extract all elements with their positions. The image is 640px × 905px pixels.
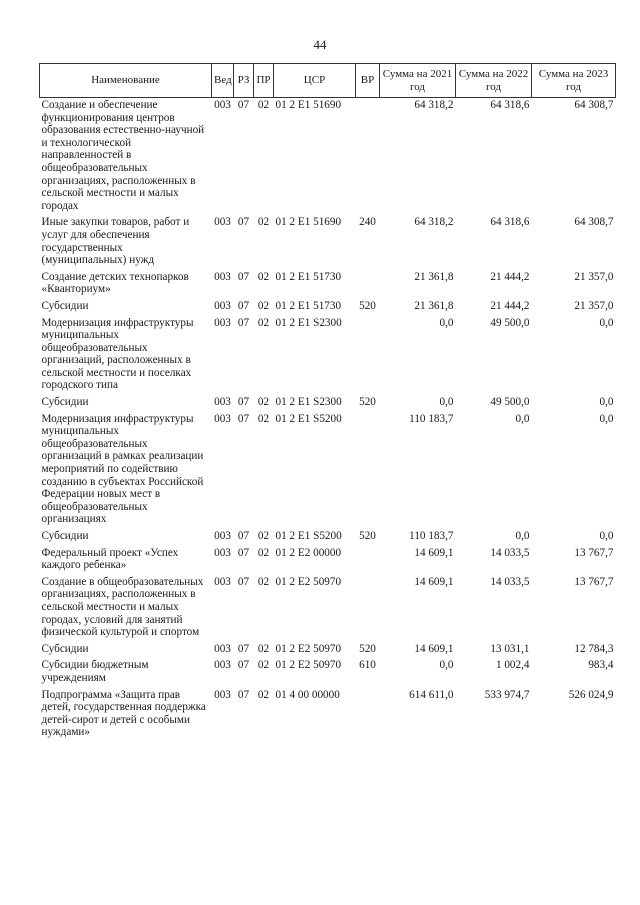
cell-sum-2021: 64 318,2 — [414, 216, 454, 229]
cell-sum-2021: 21 361,8 — [414, 270, 454, 283]
cell-sum-2023: 526 024,9 — [568, 688, 614, 701]
cell-sum-2023: 12 784,3 — [574, 642, 614, 655]
cell-name: Модернизация инфраструктуры муниципальных общеобразовательных организаций, расположенных в сельской местности и поселках городского типа — [41, 316, 194, 392]
cell-csr: 01 4 00 00000 — [275, 688, 340, 701]
cell-vr: 240 — [359, 216, 376, 229]
cell-rz: 07 — [237, 530, 250, 542]
cell-ved: 003 — [214, 659, 231, 672]
cell-sum-2023: 0,0 — [599, 412, 614, 425]
cell-csr: 01 2 E1 S2300 — [275, 396, 342, 409]
cell-name: Субсидии бюджетным учреждениям — [41, 659, 149, 684]
header-ved: Вед — [212, 64, 234, 98]
table-row — [40, 642, 616, 659]
cell-rz: 07 — [237, 575, 250, 588]
table-row — [40, 215, 616, 269]
cell-ved: 003 — [214, 99, 231, 111]
cell-sum-2022: 0,0 — [515, 412, 530, 425]
cell-sum-2021: 21 361,8 — [414, 299, 454, 312]
cell-name: Создание и обеспечение функционирования центров образования естественно-научной и технологической направленностей в общеобразовательных организациях, расположенных в сельской местности и малых городах — [41, 99, 205, 212]
cell-pr: 02 — [257, 688, 270, 701]
cell-sum-2021: 0,0 — [439, 316, 454, 329]
cell-csr: 01 2 E1 51730 — [275, 270, 342, 283]
cell-vr — [356, 270, 380, 299]
cell-ved: 003 — [214, 546, 231, 559]
cell-sum-2022: 0,0 — [515, 530, 530, 542]
cell-pr: 02 — [257, 316, 270, 329]
cell-csr: 01 2 E1 51690 — [275, 99, 342, 111]
cell-ved: 003 — [214, 530, 231, 542]
cell-vr — [356, 688, 380, 742]
cell-pr: 02 — [257, 216, 270, 229]
cell-vr — [356, 546, 380, 575]
table-header-row — [40, 64, 616, 98]
header-sum-2022: Сумма на 2022 год — [456, 64, 532, 98]
header-csr: ЦСР — [274, 64, 356, 98]
cell-sum-2022: 49 500,0 — [490, 396, 530, 409]
table-row — [40, 529, 616, 546]
cell-name: Субсидии — [41, 642, 89, 655]
cell-ved: 003 — [214, 642, 231, 655]
cell-sum-2021: 0,0 — [439, 396, 454, 409]
cell-sum-2022: 64 318,6 — [490, 216, 530, 229]
cell-csr: 01 2 E2 50970 — [275, 642, 342, 655]
cell-sum-2021: 14 609,1 — [414, 642, 454, 655]
cell-rz: 07 — [237, 396, 250, 409]
cell-ved: 003 — [214, 396, 231, 409]
cell-ved: 003 — [214, 270, 231, 283]
cell-csr: 01 2 E1 S2300 — [275, 316, 342, 329]
cell-sum-2022: 13 031,1 — [490, 642, 530, 655]
cell-rz: 07 — [237, 216, 250, 229]
cell-ved: 003 — [214, 299, 231, 312]
cell-sum-2022: 21 444,2 — [490, 270, 530, 283]
cell-csr: 01 2 E1 51690 — [275, 216, 342, 229]
cell-sum-2023: 0,0 — [599, 396, 614, 409]
cell-sum-2021: 14 609,1 — [414, 546, 454, 559]
cell-sum-2023: 0,0 — [599, 530, 614, 542]
cell-vr: 520 — [359, 642, 376, 655]
budget-table — [39, 63, 616, 742]
table-row — [40, 658, 616, 687]
cell-sum-2023: 13 767,7 — [574, 546, 614, 559]
cell-name: Субсидии — [41, 299, 89, 312]
cell-vr — [356, 412, 380, 529]
cell-pr: 02 — [257, 659, 270, 672]
table-body — [40, 98, 616, 742]
table-row — [40, 316, 616, 396]
cell-name: Иные закупки товаров, работ и услуг для обеспечения государственных (муниципальных) нужд — [41, 216, 190, 267]
header-sum-2021: Сумма на 2021 год — [380, 64, 456, 98]
cell-ved: 003 — [214, 216, 231, 229]
cell-pr: 02 — [257, 546, 270, 559]
cell-sum-2023: 21 357,0 — [574, 270, 614, 283]
cell-sum-2023: 21 357,0 — [574, 299, 614, 312]
cell-sum-2021: 64 318,2 — [414, 99, 454, 111]
cell-rz: 07 — [237, 99, 250, 111]
header-name: Наименование — [40, 64, 212, 98]
cell-csr: 01 2 E2 50970 — [275, 575, 342, 588]
cell-sum-2023: 0,0 — [599, 316, 614, 329]
table-row — [40, 299, 616, 316]
header-sum-2023: Сумма на 2023 год — [532, 64, 616, 98]
table-row — [40, 395, 616, 412]
cell-sum-2023: 64 308,7 — [574, 99, 614, 111]
cell-sum-2021: 110 183,7 — [409, 530, 454, 542]
cell-sum-2021: 614 611,0 — [409, 688, 454, 701]
table-row — [40, 575, 616, 642]
cell-pr: 02 — [257, 270, 270, 283]
cell-pr: 02 — [257, 642, 270, 655]
cell-name: Субсидии — [41, 530, 89, 542]
cell-csr: 01 2 E1 S5200 — [275, 412, 342, 425]
cell-name: Модернизация инфраструктуры муниципальных общеобразовательных организаций в рамках реализации мероприятий по содействию созданию в субъектах Российской Федерации новых мест в общеобразовательных организациях — [41, 412, 204, 526]
cell-csr: 01 2 E1 S5200 — [275, 530, 342, 542]
table-row — [40, 688, 616, 742]
page-number: 44 — [313, 37, 327, 52]
cell-vr: 520 — [359, 299, 376, 312]
cell-name: Создание детских технопарков «Кванториум» — [41, 270, 189, 296]
cell-ved: 003 — [214, 412, 231, 425]
cell-rz: 07 — [237, 546, 250, 559]
cell-pr: 02 — [257, 412, 270, 425]
cell-sum-2021: 0,0 — [439, 659, 454, 672]
cell-sum-2022: 1 002,4 — [495, 659, 530, 672]
cell-csr: 01 2 E2 00000 — [275, 546, 342, 559]
cell-ved: 003 — [214, 688, 231, 701]
cell-sum-2023: 983,4 — [588, 659, 614, 672]
cell-sum-2023: 64 308,7 — [574, 216, 614, 229]
header-pr: ПР — [254, 64, 274, 98]
header-vr: ВР — [356, 64, 380, 98]
cell-pr: 02 — [257, 396, 270, 409]
table-row — [40, 270, 616, 299]
cell-vr: 520 — [359, 530, 376, 542]
cell-sum-2022: 49 500,0 — [490, 316, 530, 329]
cell-vr — [356, 98, 380, 216]
cell-name: Создание в общеобразовательных организациях, расположенных в сельской местности и малых городах, условий для занятий физической культурой и спортом — [41, 575, 204, 639]
cell-name: Субсидии — [41, 396, 89, 409]
cell-name: Федеральный проект «Успех каждого ребенка» — [41, 546, 179, 572]
cell-csr: 01 2 E2 50970 — [275, 659, 342, 672]
cell-sum-2021: 110 183,7 — [409, 412, 454, 425]
cell-rz: 07 — [237, 642, 250, 655]
cell-pr: 02 — [257, 299, 270, 312]
cell-rz: 07 — [237, 316, 250, 329]
cell-pr: 02 — [257, 575, 270, 588]
cell-rz: 07 — [237, 299, 250, 312]
cell-rz: 07 — [237, 688, 250, 701]
cell-vr: 610 — [359, 659, 376, 672]
cell-sum-2021: 14 609,1 — [414, 575, 454, 588]
cell-rz: 07 — [237, 659, 250, 672]
cell-csr: 01 2 E1 51730 — [275, 299, 342, 312]
header-rz: РЗ — [234, 64, 254, 98]
cell-sum-2023: 13 767,7 — [574, 575, 614, 588]
table-row — [40, 546, 616, 575]
cell-pr: 02 — [257, 99, 270, 111]
cell-ved: 003 — [214, 575, 231, 588]
cell-vr: 520 — [359, 396, 376, 409]
cell-vr — [356, 575, 380, 642]
cell-name: Подпрограмма «Защита прав детей, государственная поддержка детей-сирот и детей с особыми нуждами» — [41, 688, 206, 739]
cell-vr — [356, 316, 380, 396]
cell-rz: 07 — [237, 270, 250, 283]
cell-sum-2022: 21 444,2 — [490, 299, 530, 312]
cell-sum-2022: 14 033,5 — [490, 575, 530, 588]
cell-rz: 07 — [237, 412, 250, 425]
cell-ved: 003 — [214, 316, 231, 329]
cell-sum-2022: 64 318,6 — [490, 99, 530, 111]
table-row — [40, 412, 616, 529]
cell-sum-2022: 533 974,7 — [484, 688, 530, 701]
cell-sum-2022: 14 033,5 — [490, 546, 530, 559]
table-row — [40, 98, 616, 216]
cell-pr: 02 — [257, 530, 270, 542]
